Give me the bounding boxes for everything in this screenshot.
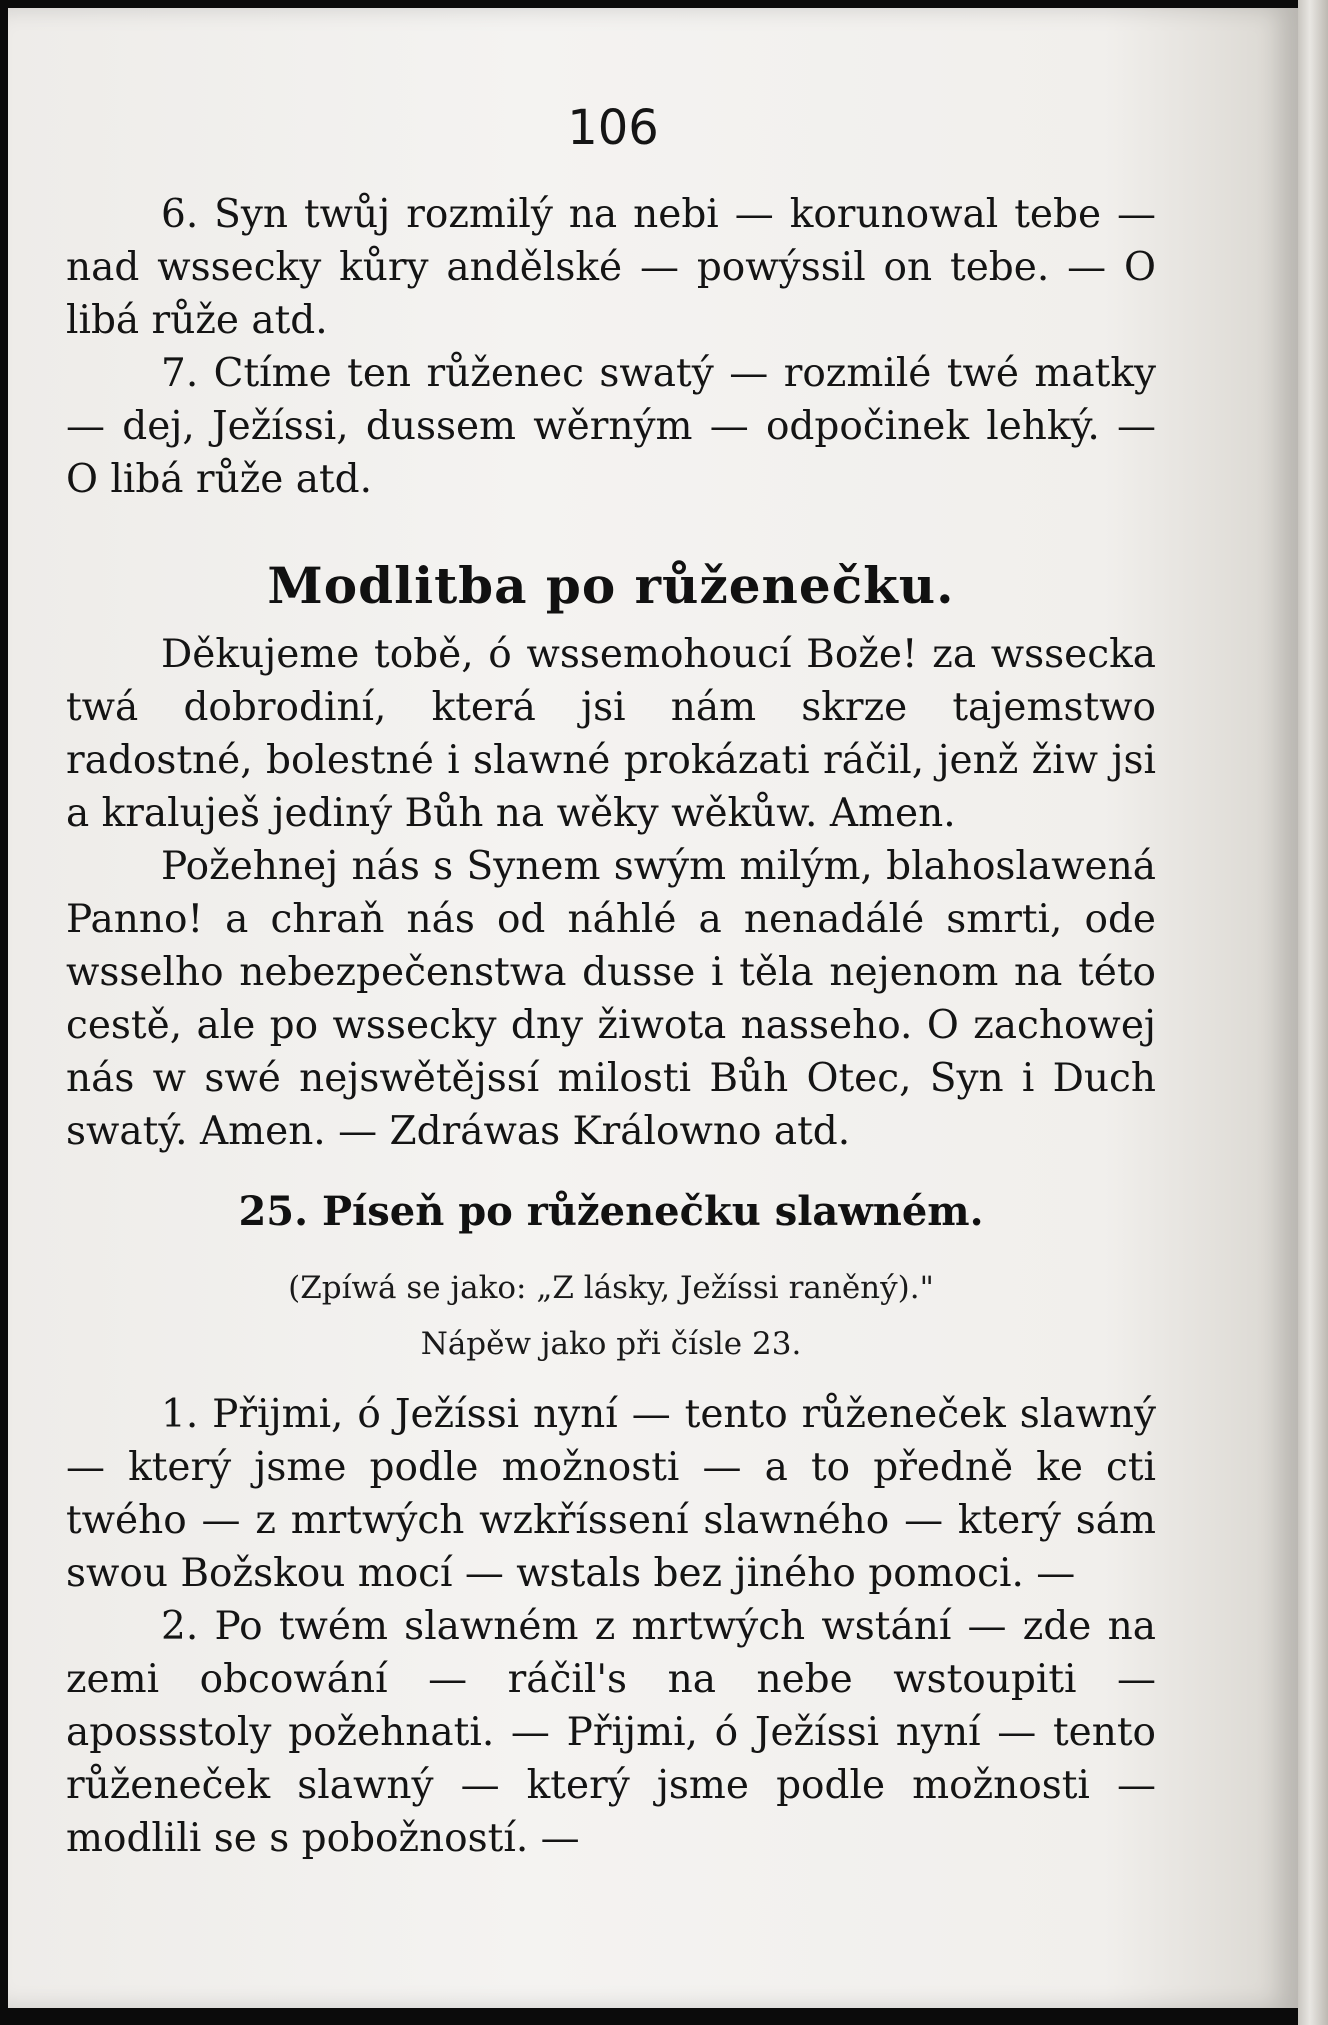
- book-edge: [1298, 0, 1328, 2025]
- song-melody-note: Nápěw jako při čísle 23.: [420, 1326, 802, 1362]
- verse-6: 6. Syn twůj rozmilý na nebi — korunowal tebe — nad wssecky kůry andělské — powýssil on tebe. — O libá růže atd.: [66, 192, 1156, 343]
- prayer-text: [66, 628, 1156, 1158]
- prayer-paragraph-1: Děkujeme tobě, ó wssemohoucí Bože! za wssecka twá dobrodiní, která jsi nám skrze tajemstwo radostné, bolestné i slawné prokázati ráčil, jenž žiw jsi a kraluješ jediný Bůh na wěky wěkůw. Amen.: [66, 632, 1156, 836]
- prayer-heading: Modlitba po růženečku.: [267, 556, 955, 615]
- book-page: [8, 8, 1298, 2008]
- prayer-paragraph-2: Požehnej nás s Synem swým milým, blahoslawená Panno! a chraň nás od náhlé a nenadálé smrti, ode wsselho nebezpečenstwa dusse i těla nejenom na této cestě, ale po wssecky dny žiwota nasseho. O zachowej nás w swé nejswětějssí milosti Bůh Otec, Syn i Duch swatý. Amen. — Zdráwas Králowno atd.: [66, 844, 1156, 1154]
- song-verses: [66, 1388, 1156, 1865]
- song-verse-2: 2. Po twém slawném z mrtwých wstání — zde na zemi obcowání — ráčil's na nebe wstoupiti — apossstoly požehnati. — Přijmi, ó Ježíssi nyní — tento růženeček slawný — který jsme podle možnosti — modlili se s pobožností. —: [66, 1604, 1156, 1861]
- verses-6-7: [66, 188, 1156, 506]
- song-heading: 25. Píseň po růženečku slawném.: [238, 1188, 984, 1235]
- song-tune-note: (Zpíwá se jako: „Z lásky, Ježíssi raněný).": [288, 1270, 934, 1306]
- verse-7: 7. Ctíme ten růženec swatý — rozmilé twé matky — dej, Ježíssi, dussem wěrným — odpočinek lehký. — O libá růže atd.: [66, 351, 1156, 502]
- page-number: 106: [567, 100, 659, 156]
- song-verse-1: 1. Přijmi, ó Ježíssi nyní — tento růženeček slawný — který jsme podle možnosti — a to předně ke cti twého — z mrtwých wzkříssení slawného — který sám swou Božskou mocí — wstals bez jiného pomoci. —: [66, 1392, 1156, 1596]
